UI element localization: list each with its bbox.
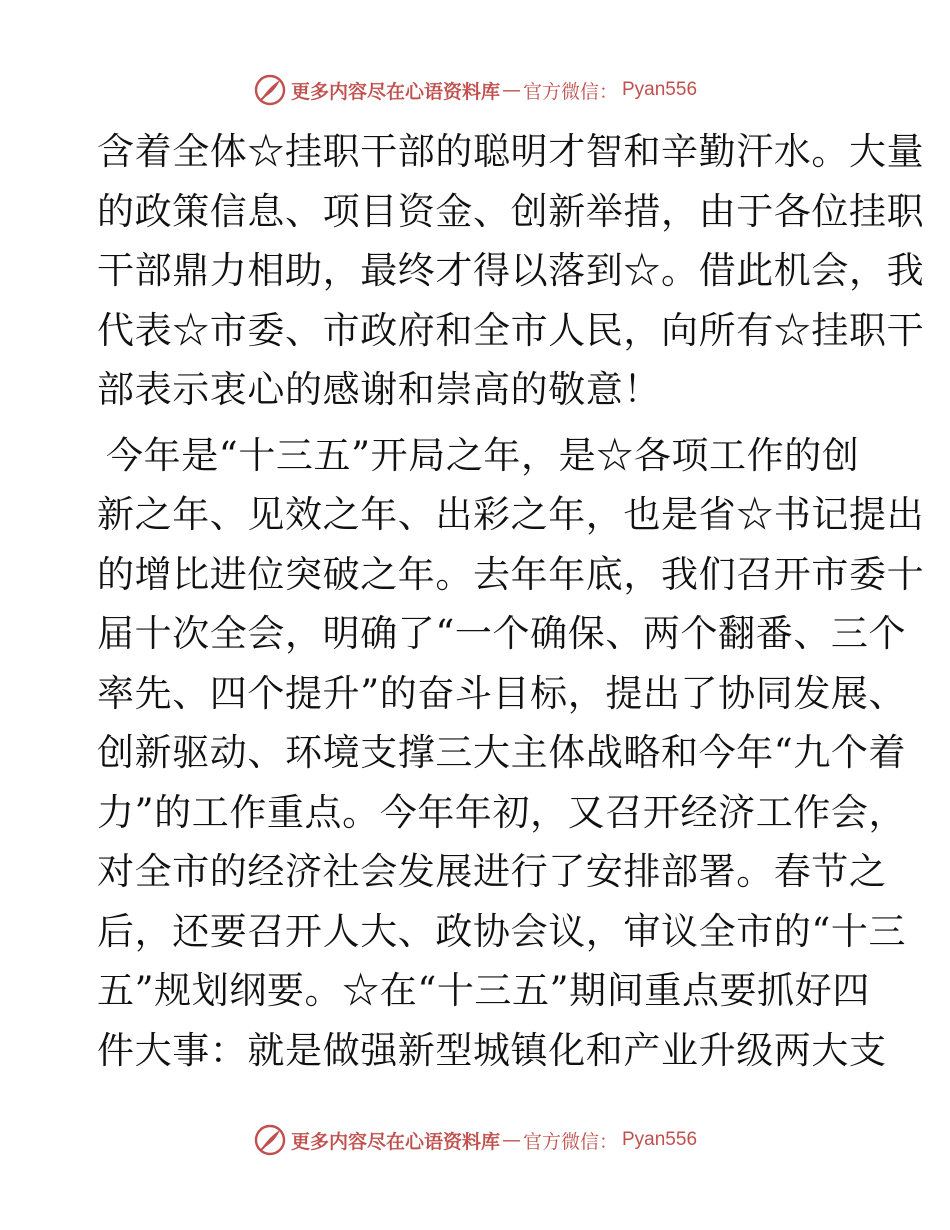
text-line: 对全市的经济社会发展进行了安排部署。春节之 <box>97 850 887 893</box>
text-line: 的增比进位突破之年。去年年底，我们召开市委十 <box>97 552 925 596</box>
text-line: 干部鼎力相助，最终才得以落到☆。借此机会，我 <box>97 249 925 292</box>
text-line: 创新驱动、环境支撑三大主体战略和今年“九个着 <box>97 731 907 774</box>
banner-dash: — <box>501 1129 521 1151</box>
text-line: 件大事：就是做强新型城镇化和产业升级两大支 <box>97 1028 887 1072</box>
banner-title: 更多内容尽在心语资料库 <box>290 80 500 103</box>
feather-pen-logo-icon <box>253 73 287 107</box>
text-line: 今年是“十三五”开局之年，是☆各项工作的创 <box>106 433 860 477</box>
paragraph-2 <box>97 426 925 1081</box>
document-body <box>97 122 925 1080</box>
footer-banner <box>0 1120 950 1160</box>
banner-wechat-id: Pyan556 <box>622 1129 698 1150</box>
paragraph-1 <box>97 122 925 420</box>
feather-pen-logo-icon <box>253 1123 287 1157</box>
text-line: 率先、四个提升”的奋斗目标，提出了协同发展、 <box>97 671 907 715</box>
banner-title: 更多内容尽在心语资料库 <box>290 1130 500 1153</box>
header-banner <box>0 70 950 110</box>
banner-wechat-id: Pyan556 <box>622 79 698 100</box>
banner-wechat-label: 官方微信： <box>522 80 618 103</box>
text-line: 届十次全会，明确了“一个确保、两个翻番、三个 <box>97 612 907 655</box>
text-line: 部表示衷心的感谢和崇高的敬意！ <box>97 368 661 411</box>
text-line: 代表☆市委、市政府和全市人民，向所有☆挂职干 <box>97 308 925 352</box>
text-line: 的政策信息、项目资金、创新举措，由于各位挂职 <box>97 189 925 233</box>
text-line: 后，还要召开人大、政协会议，审议全市的“十三 <box>97 909 907 953</box>
banner-wechat-label: 官方微信： <box>522 1130 618 1153</box>
text-line: 含着全体☆挂职干部的聪明才智和辛勤汗水。大量 <box>97 130 925 173</box>
text-line: 五”规划纲要。☆在“十三五”期间重点要抓好四 <box>97 969 870 1012</box>
banner-dash: — <box>501 79 521 101</box>
text-line: 新之年、见效之年、出彩之年，也是省☆书记提出 <box>97 493 925 536</box>
text-line: 力”的工作重点。今年年初，又召开经济工作会， <box>97 790 907 834</box>
